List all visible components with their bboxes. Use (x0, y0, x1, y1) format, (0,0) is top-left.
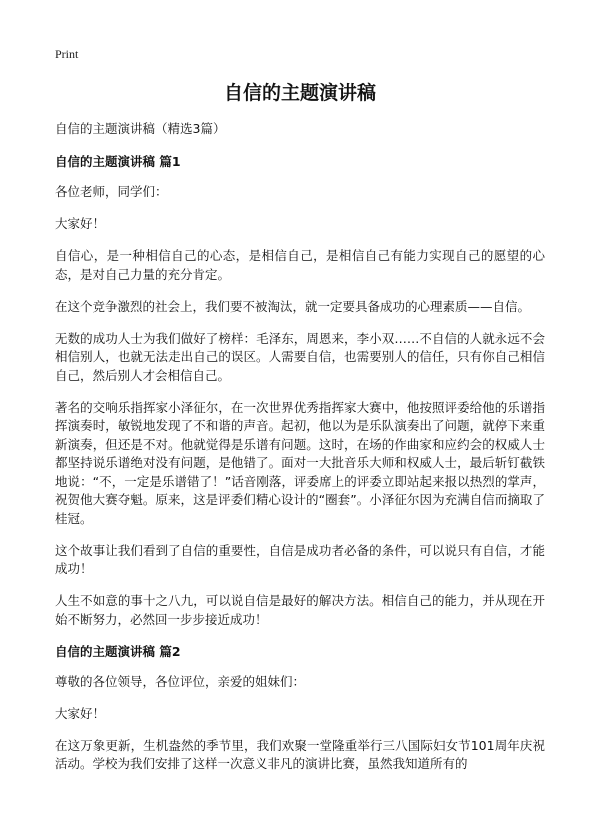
paragraph: 在这个竞争激烈的社会上，我们要不被淘汰，就一定要具备成功的心理素质——自信。 (55, 298, 531, 314)
paragraph: 这个故事让我们看到了自信的重要性，自信是成功者必备的条件，可以说只有自信，才能成功！ (55, 542, 545, 576)
paragraph: 尊敬的各位领导，各位评位，亲爱的姐妹们： (55, 673, 306, 689)
paragraph: 著名的交响乐指挥家小泽征尔，在一次世界优秀指挥家大赛中，他按照评委给他的乐谱指挥演奏时，敏锐地发现了不和谐的声音。起初，他以为是乐队演奏出了问题，就停下来重新演奏，但还是不对。他就觉得是乐谱有问题。这时，在场的作曲家和应约会的权威人士都坚持说乐谱绝对没有问题，是他错了。面对一大批音乐大师和权威人士，最后斩钉截铁地说：“不，一定是乐谱错了！”话音刚落，评委席上的评委立即站起来报以热烈的掌声，祝贺他大赛夺魁。原来，这是评委们精心设计的“圈套”。小泽征尔因为充满自信而摘取了桂冠。 (55, 399, 545, 526)
page-title: 自信的主题演讲稿 (223, 82, 376, 104)
section-heading: 自信的主题演讲稿 篇1 (55, 154, 181, 169)
section-heading: 自信的主题演讲稿 篇2 (55, 643, 181, 659)
paragraph: 在这万象更新，生机盎然的季节里，我们欢聚一堂隆重举行三八国际妇女节101周年庆祝活动。学校为我们安排了这样一次意义非凡的演讲比赛，虽然我知道所有的 (55, 737, 545, 771)
paragraph: 各位老师，同学们： (55, 184, 168, 199)
paragraph: 大家好！ (55, 705, 106, 721)
section-2 (55, 643, 545, 774)
paragraph: 人生不如意的事十之八九，可以说自信是最好的解决方法。相信自己的能力，并从现在开始不断努力，必然回一步步接近成功！ (55, 593, 545, 627)
document-body (55, 120, 545, 787)
paragraph: 大家好！ (55, 216, 106, 231)
paragraph: 自信心，是一种相信自己的心态，是相信自己，是相信自己有能力实现自己的愿望的心态，是对自己力量的充分肯定。 (55, 248, 545, 282)
paragraph: 无数的成功人士为我们做好了榜样：毛泽东，周恩来，李小双……不自信的人就永远不会相信别人，也就无法走出自己的误区。人需要自信，也需要别人的信任，只有你自己相信自己，然后别人才会相信自己。 (55, 330, 545, 383)
section-1 (55, 153, 545, 629)
document-subtitle: 自信的主题演讲稿（精选3篇） (55, 121, 226, 136)
print-link[interactable]: Print (55, 47, 79, 61)
